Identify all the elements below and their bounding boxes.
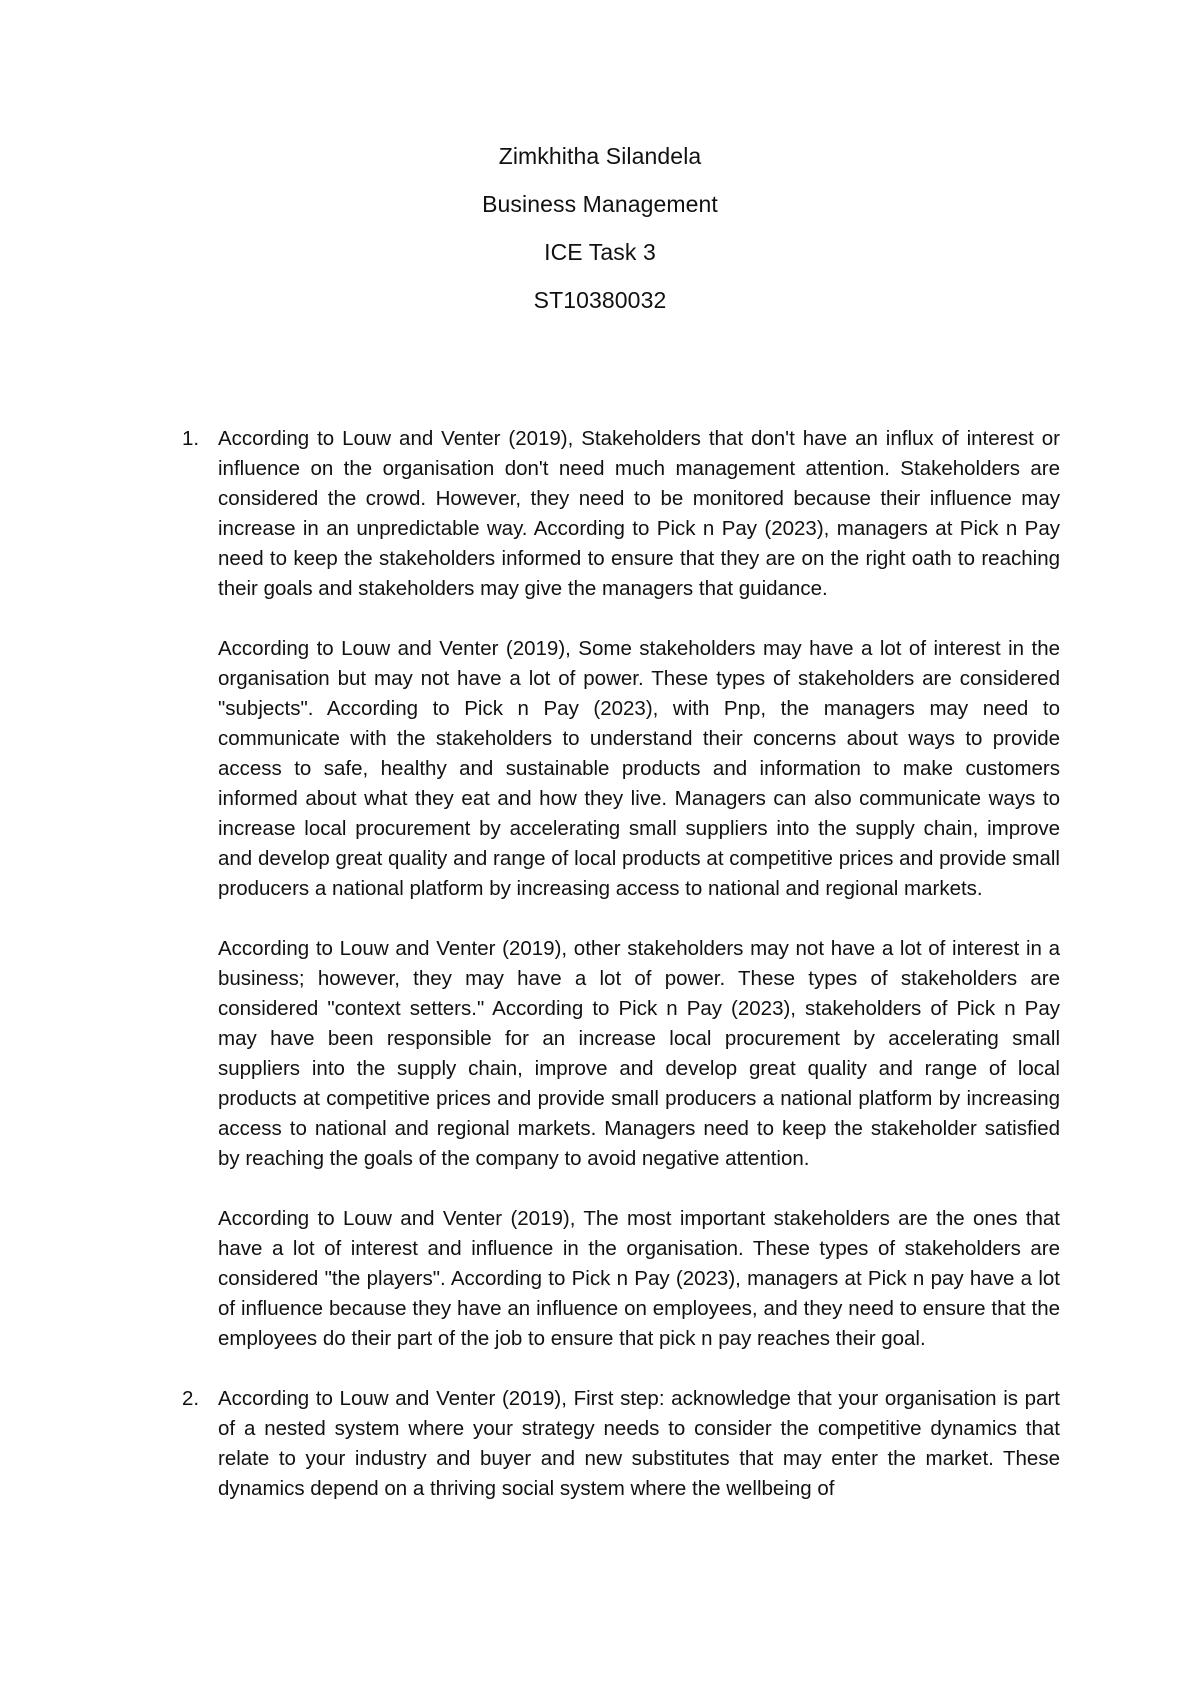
student-number: ST10380032 <box>533 287 667 313</box>
course-name: Business Management <box>482 191 718 217</box>
paragraph: According to Louw and Venter (2019), Stakeholders that don't have an influx of interest or influence on the organisation don't need much management attention. Stakeholders are considered the crowd. However, they need to be monitored because their influence may increase in an unpredictable way. According to Pick n Pay (2023), managers at Pick n Pay need to keep the stakeholders informed to ensure that they are on the right oath to reaching their goals and stakeholders may give the managers that guidance. <box>218 427 1060 600</box>
author-name: Zimkhitha Silandela <box>498 143 702 169</box>
paragraph: According to Louw and Venter (2019), other stakeholders may not have a lot of interest in a business; however, they may have a lot of power. These types of stakeholders are considered "context setters." According to Pick n Pay (2023), stakeholders of Pick n Pay may have been responsible for an increase local procurement by accelerating small suppliers into the supply chain, improve and develop great quality and range of local products at competitive prices and provide small producers a national platform by increasing access to national and regional markets. Managers need to keep the stakeholder satisfied by reaching the goals of the company to avoid negative attention. <box>218 937 1060 1170</box>
numbered-item <box>172 424 1060 1354</box>
title-block <box>0 142 1200 334</box>
numbered-item <box>172 1384 1060 1504</box>
paragraph: According to Louw and Venter (2019), First step: acknowledge that your organisation is part of a nested system where your strategy needs to consider the competitive dynamics that relate to your industry and buyer and new substitutes that may enter the market. These dynamics depend on a thriving social system where the wellbeing of <box>218 1387 1060 1500</box>
item-number: 2. <box>182 1387 200 1410</box>
document-body <box>172 424 1060 1534</box>
paragraph: According to Louw and Venter (2019), The most important stakeholders are the ones that have a lot of interest and influence in the organisation. These types of stakeholders are considered "the players". According to Pick n Pay (2023), managers at Pick n pay have a lot of influence because they have an influence on employees, and they need to ensure that the employees do their part of the job to ensure that pick n pay reaches their goal. <box>218 1207 1060 1350</box>
item-number: 1. <box>182 427 200 450</box>
task-title: ICE Task 3 <box>544 239 656 265</box>
paragraph: According to Louw and Venter (2019), Some stakeholders may have a lot of interest in the organisation but may not have a lot of power. These types of stakeholders are considered "subjects". According to Pick n Pay (2023), with Pnp, the managers may need to communicate with the stakeholders to understand their concerns about ways to provide access to safe, healthy and sustainable products and information to make customers informed about what they eat and how they live. Managers can also communicate ways to increase local procurement by accelerating small suppliers into the supply chain, improve and develop great quality and range of local products at competitive prices and provide small producers a national platform by increasing access to national and regional markets. <box>218 637 1060 900</box>
